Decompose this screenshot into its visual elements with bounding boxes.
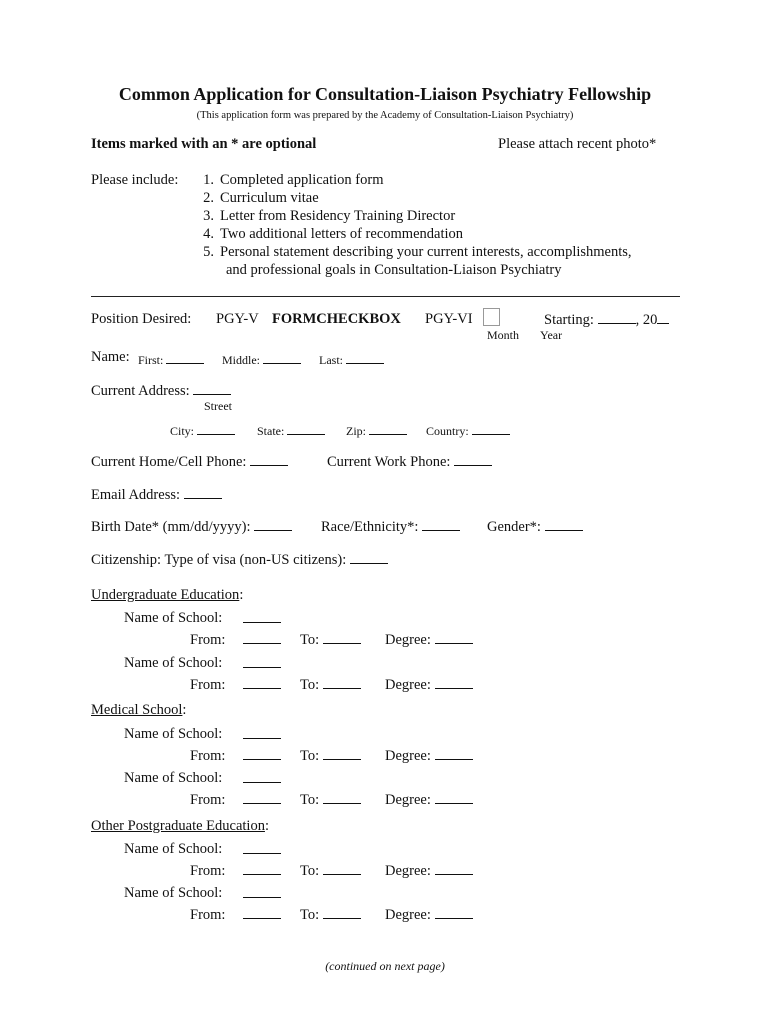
- work-phone-field[interactable]: Current Work Phone:: [327, 453, 492, 471]
- include-label: Please include:: [91, 172, 179, 188]
- middle-name-field[interactable]: Middle:: [222, 351, 301, 368]
- school-name-label: Name of School:: [124, 726, 223, 742]
- citizenship-field[interactable]: Citizenship: Type of visa (non-US citizens):: [91, 551, 388, 569]
- zip-field[interactable]: Zip:: [346, 422, 407, 439]
- to-field[interactable]: To:: [300, 791, 361, 809]
- pgy-v-checkbox[interactable]: FORMCHECKBOX: [272, 311, 401, 327]
- degree-field[interactable]: Degree:: [385, 862, 473, 880]
- degree-field[interactable]: Degree:: [385, 676, 473, 694]
- degree-field[interactable]: Degree:: [385, 631, 473, 649]
- optional-note: Items marked with an * are optional: [91, 136, 317, 152]
- to-field[interactable]: To:: [300, 906, 361, 924]
- race-field[interactable]: Race/Ethnicity*:: [321, 518, 460, 536]
- school-name-input[interactable]: [243, 610, 281, 628]
- home-phone-field[interactable]: Current Home/Cell Phone:: [91, 453, 288, 471]
- school-name-label: Name of School:: [124, 655, 223, 671]
- list-item: 2. Curriculum vitae: [203, 190, 319, 206]
- school-name-input[interactable]: [243, 841, 281, 859]
- to-field[interactable]: To:: [300, 747, 361, 765]
- from-field[interactable]: From:: [190, 747, 281, 765]
- country-field[interactable]: Country:: [426, 422, 510, 439]
- school-name-label: Name of School:: [124, 610, 223, 626]
- position-label: Position Desired:: [91, 311, 192, 327]
- city-field[interactable]: City:: [170, 422, 235, 439]
- list-item: 4. Two additional letters of recommendation: [203, 226, 463, 242]
- year-caption: Year: [540, 328, 563, 342]
- undergrad-heading: Undergraduate Education:: [91, 587, 244, 603]
- medical-school-heading: Medical School:: [91, 702, 187, 718]
- continued-note: (continued on next page): [325, 959, 445, 973]
- school-name-label: Name of School:: [124, 885, 223, 901]
- school-name-input[interactable]: [243, 655, 281, 673]
- to-field[interactable]: To:: [300, 676, 361, 694]
- address-field[interactable]: Current Address:: [91, 382, 231, 400]
- to-field[interactable]: To:: [300, 631, 361, 649]
- school-name-input[interactable]: [243, 770, 281, 788]
- from-field[interactable]: From:: [190, 676, 281, 694]
- list-item: 1. Completed application form: [203, 172, 384, 188]
- school-name-label: Name of School:: [124, 841, 223, 857]
- list-item: 5. Personal statement describing your current interests, accomplishments,: [203, 244, 632, 260]
- gender-field[interactable]: Gender*:: [487, 518, 583, 536]
- list-item: 3. Letter from Residency Training Director: [203, 208, 456, 224]
- pgy-vi-checkbox[interactable]: [483, 308, 500, 326]
- state-field[interactable]: State:: [257, 422, 325, 439]
- other-postgrad-heading: Other Postgraduate Education:: [91, 818, 269, 834]
- first-name-field[interactable]: First:: [138, 351, 204, 368]
- pgy-v-label: PGY-V: [216, 311, 259, 327]
- school-name-input[interactable]: [243, 885, 281, 903]
- list-item-continuation: and professional goals in Consultation-Liaison Psychiatry: [226, 262, 562, 278]
- from-field[interactable]: From:: [190, 791, 281, 809]
- month-caption: Month: [487, 328, 520, 342]
- photo-note: Please attach recent photo*: [498, 136, 657, 152]
- starting-field[interactable]: Starting: , 20: [544, 311, 669, 329]
- birth-date-field[interactable]: Birth Date* (mm/dd/yyyy):: [91, 518, 292, 536]
- page-title: Common Application for Consultation-Liaison Psychiatry Fellowship: [118, 84, 652, 104]
- from-field[interactable]: From:: [190, 862, 281, 880]
- school-name-label: Name of School:: [124, 770, 223, 786]
- degree-field[interactable]: Degree:: [385, 906, 473, 924]
- pgy-vi-label: PGY-VI: [425, 311, 473, 327]
- from-field[interactable]: From:: [190, 631, 281, 649]
- last-name-field[interactable]: Last:: [319, 351, 384, 368]
- name-label: Name:: [91, 349, 130, 365]
- from-field[interactable]: From:: [190, 906, 281, 924]
- street-caption: Street: [204, 399, 232, 413]
- section-divider: [91, 296, 680, 297]
- degree-field[interactable]: Degree:: [385, 791, 473, 809]
- degree-field[interactable]: Degree:: [385, 747, 473, 765]
- email-field[interactable]: Email Address:: [91, 486, 222, 504]
- school-name-input[interactable]: [243, 726, 281, 744]
- page-subtitle: (This application form was prepared by the Academy of Consultation-Liaison Psychiatry): [196, 110, 574, 121]
- to-field[interactable]: To:: [300, 862, 361, 880]
